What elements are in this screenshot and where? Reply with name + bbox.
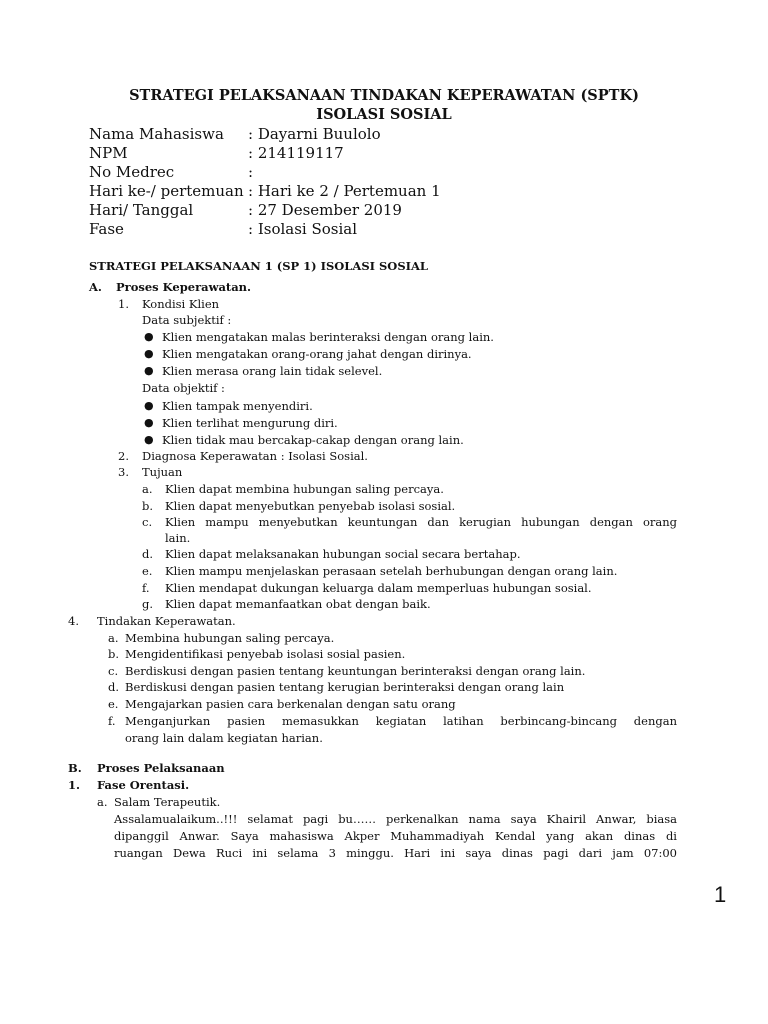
identity-value-medrec: : xyxy=(248,163,254,181)
identity-value-name: : Dayarni Buulolo xyxy=(248,125,381,143)
bullet-icon: ● xyxy=(144,416,154,429)
item3-label: Tujuan xyxy=(142,465,183,479)
sp-heading: STRATEGI PELAKSANAAN 1 (SP 1) ISOLASI SOSIAL xyxy=(89,259,429,273)
action-text: Berdiskusi dengan pasien tentang keuntungan berinteraksi dengan orang lain. xyxy=(125,664,586,678)
action-text: Membina hubungan saling percaya. xyxy=(125,631,335,645)
section-b-marker: B. xyxy=(68,761,82,775)
item2-text: Diagnosa Keperawatan : Isolasi Sosial. xyxy=(142,449,368,463)
objective-item: Klien tampak menyendiri. xyxy=(162,399,313,413)
action-text: Berdiskusi dengan pasien tentang kerugian berinteraksi dengan orang lain xyxy=(125,680,565,694)
identity-label-meeting: Hari ke-/ pertemuan xyxy=(89,182,244,200)
subjective-label: Data subjektif : xyxy=(142,313,232,327)
greeting-title: Salam Terapeutik. xyxy=(114,795,221,809)
action-marker: e. xyxy=(108,697,119,711)
item2-number: 2. xyxy=(118,449,129,463)
goal-text: Klien dapat memanfaatkan obat dengan baik. xyxy=(165,597,431,611)
action-text: Mengidentifikasi penyebab isolasi sosial pasien. xyxy=(125,647,406,661)
goal-marker: e. xyxy=(142,564,153,578)
identity-label-phase: Fase xyxy=(89,220,124,238)
goal-text: Klien mampu menyebutkan keuntungan dan kerugian hubungan dengan orang xyxy=(165,515,677,529)
item3-number: 3. xyxy=(118,465,129,479)
goal-marker: d. xyxy=(142,547,154,561)
goal-text-continued: lain. xyxy=(165,531,191,545)
action-marker: d. xyxy=(108,680,120,694)
goal-marker: f. xyxy=(142,581,150,595)
goal-marker: a. xyxy=(142,482,153,496)
identity-label-date: Hari/ Tanggal xyxy=(89,201,194,219)
page-number: 1 xyxy=(714,882,727,907)
document-title: STRATEGI PELAKSANAAN TINDAKAN KEPERAWATAN (SPTK) xyxy=(129,87,639,104)
goal-text: Klien dapat melaksanakan hubungan social secara bertahap. xyxy=(165,547,521,561)
objective-item: Klien terlihat mengurung diri. xyxy=(162,416,338,430)
goal-text: Klien mendapat dukungan keluarga dalam memperluas hubungan sosial. xyxy=(165,581,592,595)
subjective-item: Klien mengatakan orang-orang jahat dengan dirinya. xyxy=(162,347,472,361)
document-subtitle: ISOLASI SOSIAL xyxy=(316,106,452,123)
greeting-marker: a. xyxy=(97,795,108,809)
goal-text: Klien dapat membina hubungan saling percaya. xyxy=(165,482,444,496)
item1-label: Kondisi Klien xyxy=(142,297,220,311)
greeting-paragraph-line: ruangan Dewa Ruci ini selama 3 minggu. Hari ini saya dinas pagi dari jam 07:00 xyxy=(114,846,677,860)
goal-marker: b. xyxy=(142,499,154,513)
action-marker: f. xyxy=(108,714,116,728)
identity-label-npm: NPM xyxy=(89,144,128,162)
goal-marker: c. xyxy=(142,515,153,529)
subjective-item: Klien merasa orang lain tidak selevel. xyxy=(162,364,383,378)
phase1-number: 1. xyxy=(68,778,81,792)
identity-label-name: Nama Mahasiswa xyxy=(89,125,224,143)
objective-label: Data objektif : xyxy=(142,381,225,395)
goal-text: Klien mampu menjelaskan perasaan setelah berhubungan dengan orang lain. xyxy=(165,564,618,578)
action-marker: c. xyxy=(108,664,119,678)
objective-item: Klien tidak mau bercakap-cakap dengan orang lain. xyxy=(162,433,464,447)
greeting-paragraph-line: Assalamualaikum..!!! selamat pagi bu…… perkenalkan nama saya Khairil Anwar, biasa xyxy=(114,812,677,826)
identity-label-medrec: No Medrec xyxy=(89,163,175,181)
item4-number: 4. xyxy=(68,614,79,628)
bullet-icon: ● xyxy=(144,330,154,343)
action-text-continued: orang lain dalam kegiatan harian. xyxy=(125,731,323,745)
phase1-title: Fase Orentasi. xyxy=(97,778,190,792)
action-marker: b. xyxy=(108,647,120,661)
item1-number: 1. xyxy=(118,297,129,311)
greeting-paragraph-line: dipanggil Anwar. Saya mahasiswa Akper Muhammadiyah Kendal yang akan dinas di xyxy=(114,829,677,843)
action-text: Menganjurkan pasien memasukkan kegiatan latihan berbincang-bincang dengan xyxy=(125,714,677,728)
subjective-item: Klien mengatakan malas berinteraksi dengan orang lain. xyxy=(162,330,494,344)
section-b-title: Proses Pelaksanaan xyxy=(97,761,225,775)
identity-value-npm: : 214119117 xyxy=(248,144,344,162)
bullet-icon: ● xyxy=(144,399,154,412)
item4-label: Tindakan Keperawatan. xyxy=(97,614,236,628)
bullet-icon: ● xyxy=(144,433,154,446)
identity-value-meeting: : Hari ke 2 / Pertemuan 1 xyxy=(248,182,441,200)
goal-text: Klien dapat menyebutkan penyebab isolasi sosial. xyxy=(165,499,456,513)
section-a-title: Proses Keperawatan. xyxy=(116,280,252,294)
identity-value-phase: : Isolasi Sosial xyxy=(248,220,358,238)
identity-value-date: : 27 Desember 2019 xyxy=(248,201,402,219)
action-marker: a. xyxy=(108,631,119,645)
goal-marker: g. xyxy=(142,597,154,611)
section-a-marker: A. xyxy=(89,280,102,294)
bullet-icon: ● xyxy=(144,347,154,360)
bullet-icon: ● xyxy=(144,364,154,377)
action-text: Mengajarkan pasien cara berkenalan dengan satu orang xyxy=(125,697,456,711)
